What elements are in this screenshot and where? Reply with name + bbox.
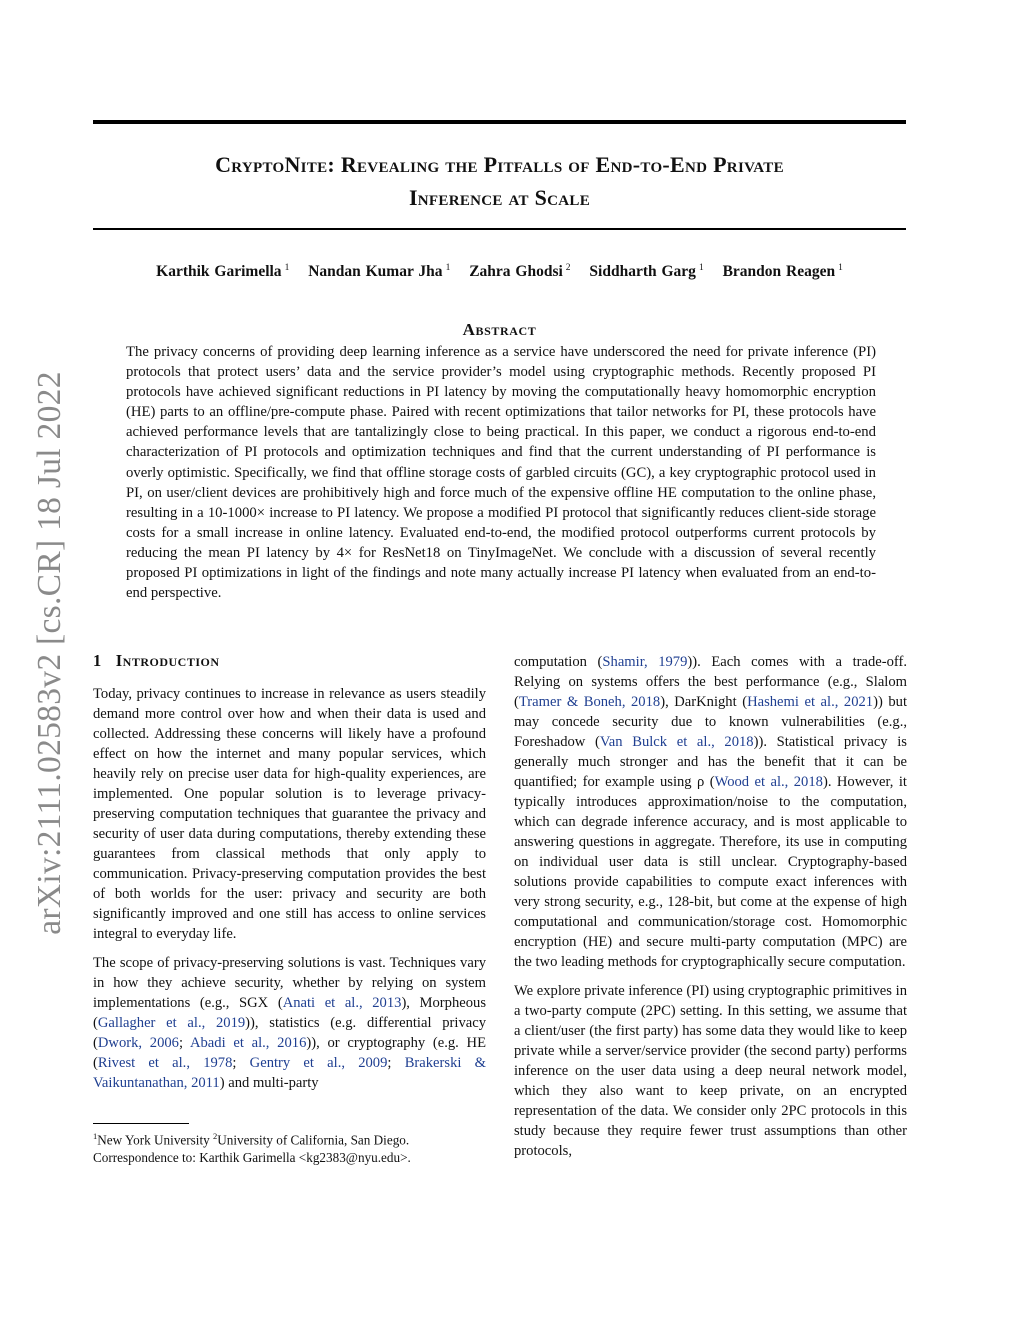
text-run: ) and multi-party <box>219 1075 319 1091</box>
intro-paragraph-4: We explore private inference (PI) using cryptographic primitives in a two-party compute (2PC) setting. In this setting, we assume that a client/user (the first party) has some data they would like to keep private while a server/service provider (the second party) performs inference on the user data using a deep neural network model, which they also want to keep private, on an encrypted representation of the data. We consider only 2PC protocols in this study because they require fewer trust assumptions than other protocols, <box>514 983 907 1159</box>
citation-link[interactable]: Hashemi et al., 2021 <box>747 694 874 710</box>
footnote-text: University of California, San Diego. <box>217 1132 410 1148</box>
paper-title-line-2: Inference at Scale <box>408 185 591 210</box>
text-run: ). However, it typically introduces approximation/noise to the computation, which can degrade inference accuracy, and is most applicable to answering questions in aggregate. Therefore, its use in computing on individual user data is still unclear. Cryptography-based solutions provide capabilities to compute exact inferences with very strong security, e.g., 128-bit, but come at the expense of high computational and communication/storage cost. Homomorphic encryption (HE) and secure multi-party computation (MPC) are the two leading methods for cryptographically secure computation. <box>514 774 907 970</box>
citation-link[interactable]: Shamir, 1979 <box>602 654 688 670</box>
footnote-text: New York University <box>97 1132 214 1148</box>
author-name: Zahra Ghodsi <box>469 263 563 281</box>
footnote-correspondence: Correspondence to: Karthik Garimella <kg2383@nyu.edu>. <box>93 1150 411 1166</box>
text-run: )), statistics (e.g. differential privacy ( <box>93 1015 486 1051</box>
author <box>308 263 450 280</box>
text-run: ), Morpheous ( <box>93 995 487 1031</box>
author-affiliation: 1 <box>445 263 451 273</box>
citation-link[interactable]: Van Bulck et al., 2018 <box>599 734 754 750</box>
text-run: )). Statistical privacy is generally much stronger and has the benefit that it can be quantified; for example using ρ ( <box>514 734 907 790</box>
author-name: Siddharth Garg <box>589 263 696 281</box>
text-run: ; <box>178 1035 190 1051</box>
author <box>723 263 843 280</box>
text-run: The scope of privacy-preserving solutions is vast. Techniques vary in how they achieve security, whether by relying on system implementations (e.g., SGX ( <box>93 955 486 1011</box>
intro-paragraph-3 <box>514 652 907 972</box>
intro-paragraph-2 <box>93 953 486 1093</box>
text-run: computation ( <box>514 654 603 670</box>
author-name: Brandon Reagen <box>722 263 836 281</box>
footnote-marker: 2 <box>213 1131 218 1141</box>
intro-paragraph-1: Today, privacy continues to increase in relevance as users steadily demand more control over how and when their data is used and collected. Addressing these concerns will likely have a profound effect on how the internet and many popular services, which heavily rely on precise user data for high-quality experiences, are implemented. One popular solution is to leverage privacy-preserving computation techniques that guarantee the privacy and security of user data during computations, thereby extending these guarantees from classical methods that only apply to communication. Privacy-preserving computation provides the best of both worlds for the user: privacy and security are both significantly improved and one still has access to online services integral to everyday life. <box>93 686 486 942</box>
footnote-marker: 1 <box>93 1131 98 1141</box>
abstract-text: The privacy concerns of providing deep learning inference as a service have underscored the need for private inference (PI) protocols that protect users’ data and the service provider’s model using cryptographic methods. Recently proposed PI protocols have achieved significant reductions in PI latency by moving the computationally heavy homomorphic encryption (HE) parts to an offline/pre-compute phase. Paired with recent optimizations that tailor networks for PI, these protocols have achieved performance levels that are tantalizingly close to being practical. In this paper, we conduct a rigorous end-to-end characterization of PI protocols and optimization techniques and find that the current understanding of PI performance is overly optimistic. Specifically, we find that offline storage costs of garbled circuits (GC), a key cryptographic protocol used in PI, on user/client devices are prohibitively high and force much of the expensive offline HE computation to the online phase, resulting in a 10-1000× increase to PI latency. We propose a modified PI protocol that significantly reduces client-side storage costs for a small increase in online latency. Evaluated end-to-end, the modified protocol outperforms current protocols by reducing the mean PI latency by 4× for ResNet18 on TinyImageNet. We conclude with a discussion of several recently proposed PI optimizations in light of the findings and note many actually increase PI latency when evaluated from an end-to-end perspective. <box>126 344 876 602</box>
text-run: )), or cryptography (e.g. HE ( <box>93 1035 486 1071</box>
abstract-heading: Abstract <box>462 320 537 339</box>
author-name: Nandan Kumar Jha <box>308 263 443 281</box>
citation-link[interactable]: Abadi et al., 2016 <box>189 1035 307 1051</box>
author <box>469 263 570 280</box>
citation-link[interactable]: Gallagher et al., 2019 <box>97 1015 246 1031</box>
author-affiliation: 1 <box>838 263 843 273</box>
author-affiliation: 2 <box>565 263 571 273</box>
right-column <box>514 652 907 1170</box>
author <box>589 263 703 280</box>
paper-title <box>93 148 906 214</box>
paper-title-line-1: CryptoNite: Revealing the Pitfalls of End-to-End Private <box>215 152 784 177</box>
citation-link[interactable]: Wood et al., 2018 <box>714 774 823 790</box>
text-run: ; <box>387 1055 405 1071</box>
footnote <box>93 1127 493 1167</box>
text-run: )) but may concede security due to known vulnerabilities (e.g., Foreshadow ( <box>514 694 907 750</box>
citation-link[interactable]: Anati et al., 2013 <box>282 995 402 1011</box>
author-affiliation: 1 <box>284 263 290 273</box>
arxiv-side-stamp-text: arXiv:2111.02583v2 [cs.CR] 18 Jul 2022 <box>31 371 68 935</box>
citation-link[interactable]: Rivest et al., 1978 <box>97 1055 233 1071</box>
citation-link[interactable]: Gentry et al., 2009 <box>249 1055 388 1071</box>
footnote-rule <box>93 1123 189 1124</box>
title-top-rule <box>93 120 906 124</box>
section-title: Introduction <box>115 651 220 670</box>
text-run: ; <box>232 1055 250 1071</box>
author-list <box>93 263 906 281</box>
author-name: Karthik Garimella <box>156 263 282 281</box>
text-run: )). Each comes with a trade-off. Relying on systems offers the best performance (e.g., Slalom ( <box>514 654 907 710</box>
left-column <box>93 684 486 1102</box>
arxiv-side-stamp <box>24 366 76 940</box>
citation-link[interactable]: Brakerski & Vaikuntanathan, 2011 <box>93 1055 486 1091</box>
section-heading <box>93 651 493 671</box>
citation-link[interactable]: Dwork, 2006 <box>97 1035 179 1051</box>
text-run: ), DarKnight ( <box>660 694 748 710</box>
author <box>156 263 289 280</box>
author-affiliation: 1 <box>698 263 704 273</box>
citation-link[interactable]: Tramer & Boneh, 2018 <box>518 694 661 710</box>
title-bottom-rule <box>93 228 906 230</box>
section-number: 1 <box>93 651 102 670</box>
